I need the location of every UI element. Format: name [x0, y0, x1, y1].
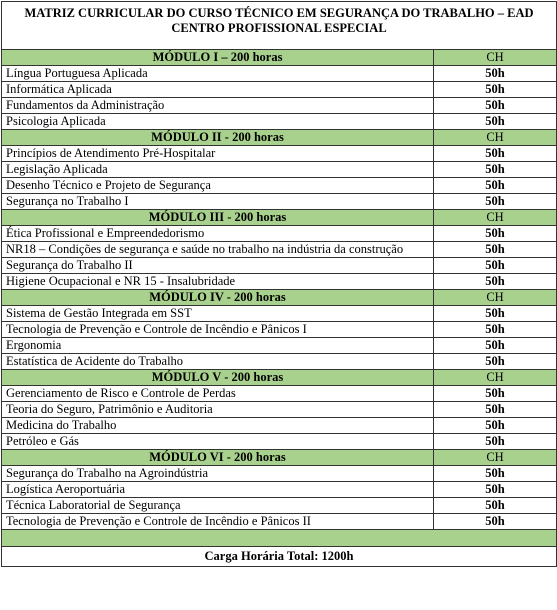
subject-hours: 50h: [434, 114, 557, 130]
table-row: [2, 194, 557, 210]
module-title: MÓDULO III - 200 horas: [2, 210, 434, 226]
subject-hours: 50h: [434, 402, 557, 418]
subject-hours: 50h: [434, 162, 557, 178]
subject-name: Língua Portuguesa Aplicada: [2, 66, 434, 82]
ch-column-header: CH: [434, 450, 557, 466]
subject-hours: 50h: [434, 322, 557, 338]
subject-name: Logística Aeroportuária: [2, 482, 434, 498]
module-title: MÓDULO V - 200 horas: [2, 370, 434, 386]
ch-column-header: CH: [434, 50, 557, 66]
module-title: MÓDULO VI - 200 horas: [2, 450, 434, 466]
table-row: [2, 82, 557, 98]
subject-name: Informática Aplicada: [2, 82, 434, 98]
module-header-row: [2, 130, 557, 146]
subject-name: Ergonomia: [2, 338, 434, 354]
table-row: [2, 498, 557, 514]
module-header-row: [2, 210, 557, 226]
total-hours: Carga Horária Total: 1200h: [2, 547, 557, 567]
module-title: MÓDULO IV - 200 horas: [2, 290, 434, 306]
subject-hours: 50h: [434, 146, 557, 162]
subject-name: Segurança do Trabalho II: [2, 258, 434, 274]
subject-name: Segurança do Trabalho na Agroindústria: [2, 466, 434, 482]
subject-hours: 50h: [434, 498, 557, 514]
subject-name: Tecnologia de Prevenção e Controle de Incêndio e Pânicos I: [2, 322, 434, 338]
subject-hours: 50h: [434, 466, 557, 482]
table-row: [2, 178, 557, 194]
subject-name: NR18 – Condições de segurança e saúde no trabalho na indústria da construção: [2, 242, 434, 258]
subject-hours: 50h: [434, 274, 557, 290]
table-row: [2, 114, 557, 130]
subject-hours: 50h: [434, 226, 557, 242]
table-row: [2, 482, 557, 498]
table-row: [2, 434, 557, 450]
subject-hours: 50h: [434, 82, 557, 98]
subject-hours: 50h: [434, 434, 557, 450]
subject-name: Ética Profissional e Empreendedorismo: [2, 226, 434, 242]
subject-hours: 50h: [434, 482, 557, 498]
title-line-2: CENTRO PROFISSIONAL ESPECIAL: [171, 21, 387, 35]
subject-hours: 50h: [434, 354, 557, 370]
table-row: [2, 98, 557, 114]
spacer-row: [2, 530, 557, 547]
title-line-1: MATRIZ CURRICULAR DO CURSO TÉCNICO EM SEGURANÇA DO TRABALHO – EAD: [24, 6, 534, 20]
subject-hours: 50h: [434, 194, 557, 210]
ch-column-header: CH: [434, 130, 557, 146]
table-row: [2, 514, 557, 530]
module-header-row: [2, 290, 557, 306]
subject-name: Tecnologia de Prevenção e Controle de Incêndio e Pânicos II: [2, 514, 434, 530]
module-header-row: [2, 450, 557, 466]
table-row: [2, 242, 557, 258]
spacer-cell: [2, 530, 557, 547]
subject-name: Desenho Técnico e Projeto de Segurança: [2, 178, 434, 194]
total-row: [2, 547, 557, 567]
subject-hours: 50h: [434, 178, 557, 194]
table-row: [2, 386, 557, 402]
table-row: [2, 306, 557, 322]
module-title: MÓDULO I – 200 horas: [2, 50, 434, 66]
subject-name: Princípios de Atendimento Pré-Hospitalar: [2, 146, 434, 162]
subject-name: Teoria do Seguro, Patrimônio e Auditoria: [2, 402, 434, 418]
subject-name: Gerenciamento de Risco e Controle de Perdas: [2, 386, 434, 402]
table-row: [2, 354, 557, 370]
table-row: [2, 146, 557, 162]
module-header-row: [2, 50, 557, 66]
table-row: [2, 322, 557, 338]
subject-name: Medicina do Trabalho: [2, 418, 434, 434]
subject-name: Psicologia Aplicada: [2, 114, 434, 130]
subject-hours: 50h: [434, 66, 557, 82]
table-row: [2, 466, 557, 482]
curriculum-document: [1, 1, 556, 608]
subject-name: Higiene Ocupacional e NR 15 - Insalubridade: [2, 274, 434, 290]
table-row: [2, 418, 557, 434]
subject-hours: 50h: [434, 386, 557, 402]
ch-column-header: CH: [434, 210, 557, 226]
table-row: [2, 402, 557, 418]
subject-hours: 50h: [434, 306, 557, 322]
module-title: MÓDULO II - 200 horas: [2, 130, 434, 146]
table-row: [2, 274, 557, 290]
subject-hours: 50h: [434, 514, 557, 530]
ch-column-header: CH: [434, 370, 557, 386]
curriculum-table: [1, 1, 557, 567]
subject-name: Legislação Aplicada: [2, 162, 434, 178]
subject-name: Petróleo e Gás: [2, 434, 434, 450]
subject-hours: 50h: [434, 258, 557, 274]
subject-name: Segurança no Trabalho I: [2, 194, 434, 210]
table-row: [2, 162, 557, 178]
subject-name: Estatística de Acidente do Trabalho: [2, 354, 434, 370]
subject-hours: 50h: [434, 98, 557, 114]
table-row: [2, 66, 557, 82]
subject-name: Sistema de Gestão Integrada em SST: [2, 306, 434, 322]
subject-name: Técnica Laboratorial de Segurança: [2, 498, 434, 514]
table-row: [2, 258, 557, 274]
subject-hours: 50h: [434, 418, 557, 434]
table-row: [2, 226, 557, 242]
module-header-row: [2, 370, 557, 386]
ch-column-header: CH: [434, 290, 557, 306]
subject-hours: 50h: [434, 338, 557, 354]
table-title-row: [2, 2, 557, 50]
subject-hours: 50h: [434, 242, 557, 258]
subject-name: Fundamentos da Administração: [2, 98, 434, 114]
table-title: [2, 2, 557, 50]
table-row: [2, 338, 557, 354]
